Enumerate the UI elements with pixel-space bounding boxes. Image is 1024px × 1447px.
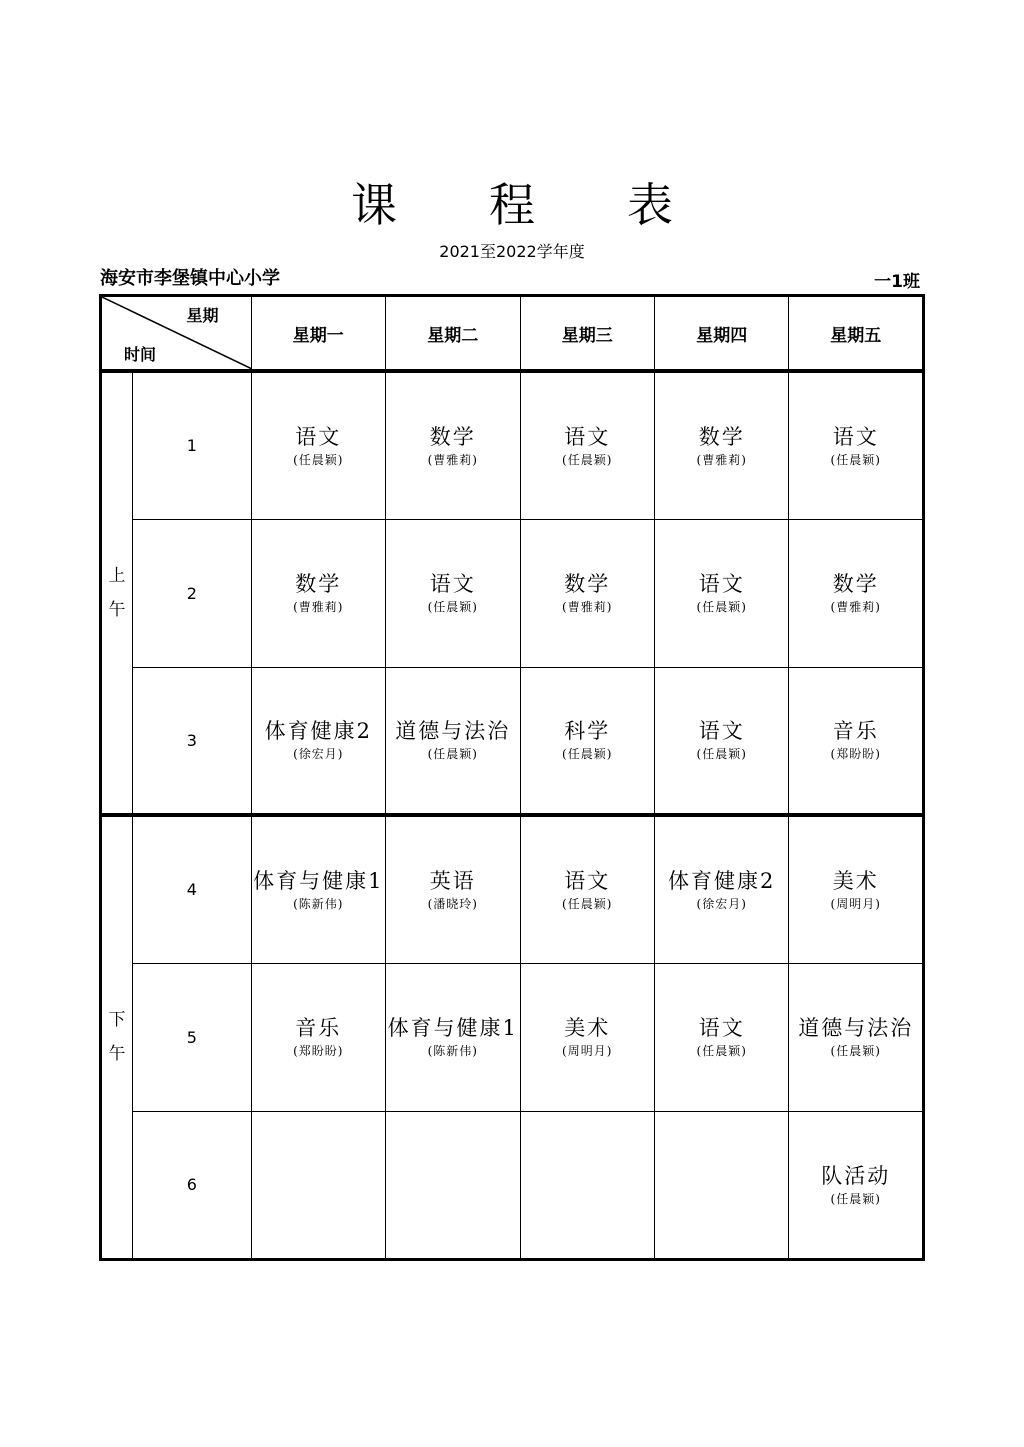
teacher: (郑盼盼) [830, 747, 881, 762]
day-header-thu: 星期四 [654, 296, 788, 372]
teacher: (潘晓玲) [427, 896, 478, 911]
class-cell [520, 519, 654, 667]
teacher: (曹雅莉) [562, 600, 613, 614]
subject: 语文 [698, 572, 745, 596]
class-cell [251, 963, 385, 1111]
subject: 音乐 [295, 1016, 342, 1040]
teacher: (任晨颖) [696, 747, 747, 762]
corner-time-label: 时间 [124, 345, 157, 364]
header-row [101, 296, 924, 372]
day-header-wed: 星期三 [520, 296, 654, 372]
corner-cell [101, 296, 252, 372]
period-row [101, 371, 924, 519]
teacher: (任晨颖) [562, 747, 613, 762]
class-cell [520, 1111, 654, 1259]
teacher: (曹雅莉) [293, 600, 344, 614]
subject: 美术 [564, 1016, 611, 1040]
period-number: 2 [133, 519, 251, 667]
class-cell [520, 371, 654, 519]
teacher: (徐宏月) [293, 747, 344, 762]
period-row [101, 519, 924, 667]
teacher: (曹雅莉) [427, 452, 478, 467]
subject: 语文 [698, 1016, 745, 1040]
class-cell [251, 371, 385, 519]
teacher: (周明月) [562, 1044, 613, 1058]
afternoon-label: 下 午 [101, 815, 133, 1259]
teacher: (任晨颖) [696, 1044, 747, 1058]
teacher: (任晨颖) [830, 1191, 881, 1206]
subject: 语文 [564, 868, 611, 893]
period-number: 6 [133, 1111, 251, 1259]
class-cell [386, 963, 520, 1111]
subject: 语文 [564, 424, 611, 449]
subject: 队活动 [821, 1163, 891, 1188]
period-row [101, 815, 924, 963]
period-number: 5 [133, 963, 251, 1111]
class-cell [520, 815, 654, 963]
class-cell [251, 1111, 385, 1259]
class-cell [654, 1111, 788, 1259]
subject: 体育健康2 [668, 868, 776, 893]
class-cell [386, 1111, 520, 1259]
teacher: (郑盼盼) [293, 1044, 344, 1058]
subject: 美术 [832, 868, 879, 893]
class-cell [251, 815, 385, 963]
timetable [99, 294, 925, 1261]
class-cell [386, 667, 520, 815]
subject: 英语 [429, 868, 476, 893]
teacher: (陈新伟) [427, 1044, 478, 1058]
class-cell [520, 963, 654, 1111]
teacher: (任晨颖) [830, 452, 881, 467]
subject: 道德与法治 [798, 1016, 914, 1040]
period-row [101, 963, 924, 1111]
class-cell [654, 963, 788, 1111]
subject: 科学 [564, 719, 611, 744]
teacher: (任晨颖) [830, 1044, 881, 1058]
subject: 语文 [698, 719, 745, 744]
class-cell [386, 815, 520, 963]
subject: 数学 [698, 424, 745, 449]
class-cell [654, 371, 788, 519]
period-number: 4 [133, 815, 251, 963]
class-cell [789, 815, 924, 963]
period-number: 3 [133, 667, 251, 815]
teacher: (任晨颖) [562, 452, 613, 467]
teacher: (任晨颖) [427, 600, 478, 614]
day-header-tue: 星期二 [386, 296, 520, 372]
class-cell [654, 667, 788, 815]
page-title: 课程表 [351, 178, 765, 232]
subject: 体育与健康1 [387, 1016, 518, 1040]
class-cell [520, 667, 654, 815]
day-header-fri: 星期五 [789, 296, 924, 372]
class-cell [386, 519, 520, 667]
morning-label: 上 午 [101, 371, 133, 815]
subject: 数学 [429, 424, 476, 449]
class-cell [789, 1111, 924, 1259]
teacher: (曹雅莉) [830, 600, 881, 614]
class-cell [386, 371, 520, 519]
subject: 语文 [429, 572, 476, 596]
subject: 语文 [295, 424, 342, 449]
subject: 体育与健康1 [253, 868, 384, 893]
teacher: (陈新伟) [293, 896, 344, 911]
teacher: (任晨颖) [562, 896, 613, 911]
class-cell [251, 519, 385, 667]
subject: 体育健康2 [264, 719, 372, 744]
subject: 数学 [295, 572, 342, 596]
subject: 数学 [832, 572, 879, 596]
school-name: 海安市李堡镇中心小学 [100, 268, 280, 289]
class-cell [789, 963, 924, 1111]
class-cell [789, 371, 924, 519]
period-row [101, 1111, 924, 1259]
class-cell [654, 519, 788, 667]
school-year: 2021至2022学年度 [439, 242, 585, 261]
class-cell [251, 667, 385, 815]
subject: 音乐 [832, 719, 879, 744]
class-cell [654, 815, 788, 963]
teacher: (任晨颖) [427, 747, 478, 762]
corner-weekday-label: 星期 [186, 306, 219, 325]
teacher: (任晨颖) [293, 452, 344, 467]
period-number: 1 [133, 371, 251, 519]
teacher: (周明月) [830, 896, 881, 911]
class-name: 一1班 [874, 272, 920, 292]
class-cell [789, 667, 924, 815]
subject: 语文 [832, 424, 879, 449]
teacher: (曹雅莉) [696, 452, 747, 467]
subject: 道德与法治 [395, 719, 511, 744]
period-row [101, 667, 924, 815]
teacher: (徐宏月) [696, 896, 747, 911]
day-header-mon: 星期一 [251, 296, 385, 372]
class-cell [789, 519, 924, 667]
subject: 数学 [564, 572, 611, 596]
teacher: (任晨颖) [696, 600, 747, 614]
